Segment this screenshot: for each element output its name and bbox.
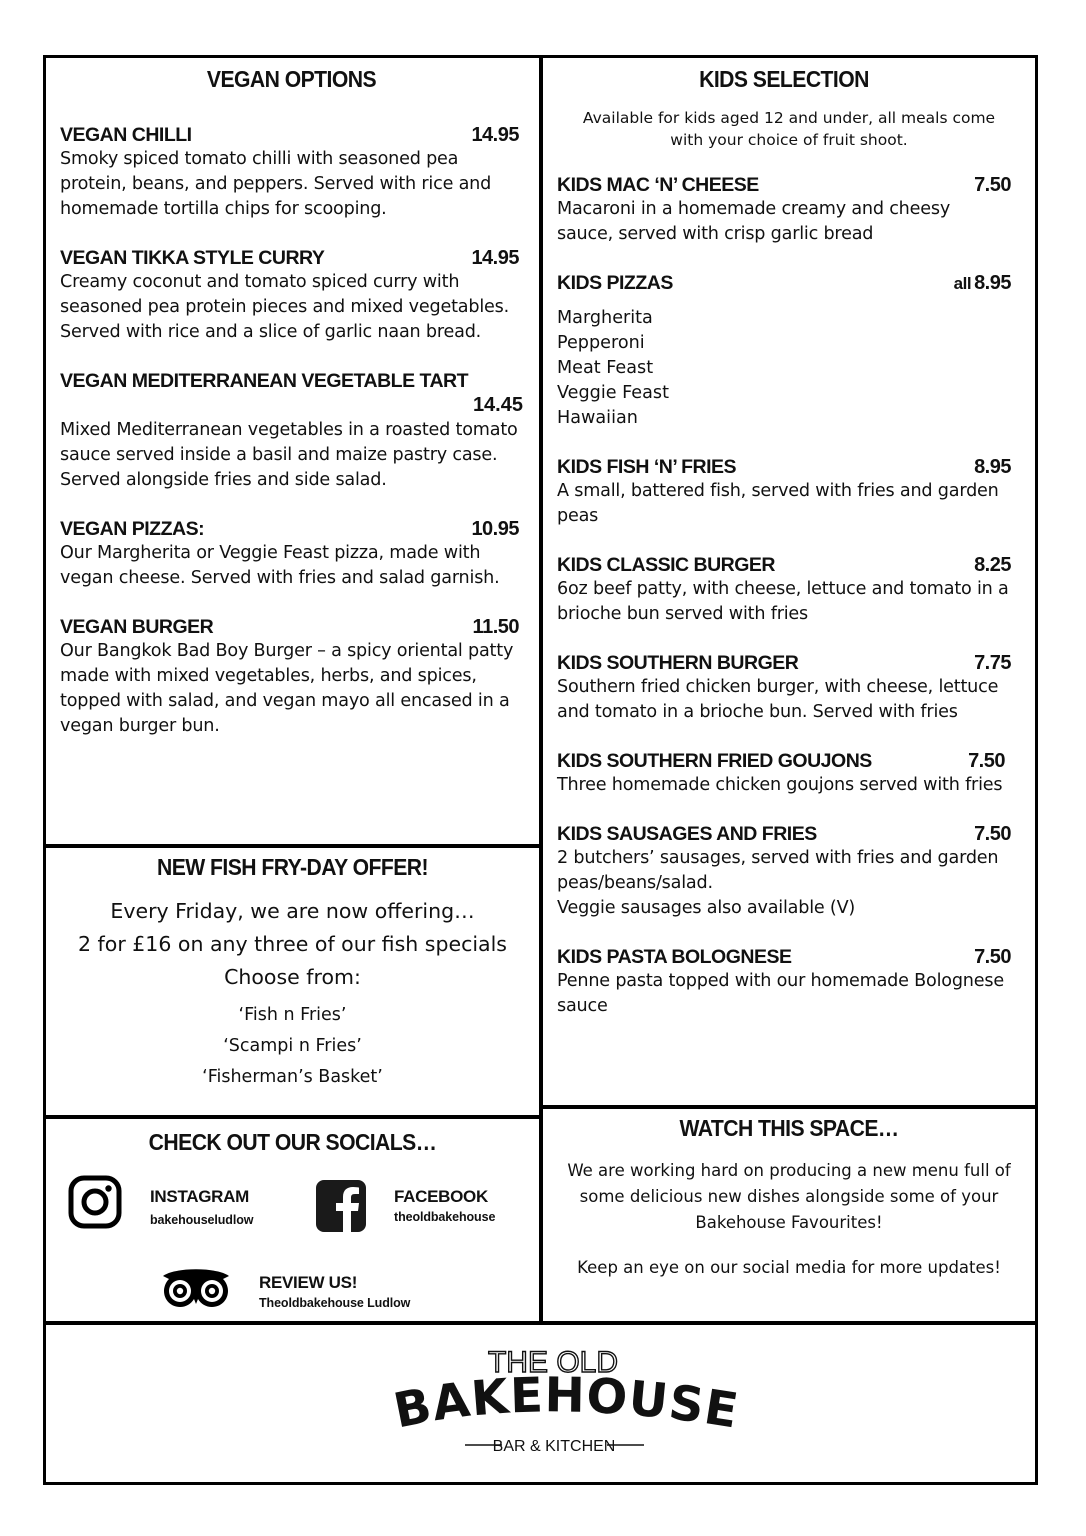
item-description: Our Bangkok Bad Boy Burger – a spicy oriental patty made with mixed vegetables, herbs, and spices, topped with salad, and vegan mayo all encased in a vegan burger bun. [60, 641, 514, 736]
item-description: Southern fried chicken burger, with cheese, lettuce and tomato in a brioche bun. Served with fries [557, 677, 999, 722]
item-description: Smoky spiced tomato chilli with seasoned pea protein, beans, and peppers. Served with rice and homemade tortilla chips for scooping. [60, 149, 492, 219]
pizza-option: Meat Feast [557, 358, 654, 378]
menu-item-kids-southern-burger [557, 651, 1011, 725]
facebook-icon [316, 1180, 366, 1232]
item-description: Our Margherita or Veggie Feast pizza, made with vegan cheese. Served with fries and salad garnish. [60, 543, 500, 588]
facebook-label: FACEBOOK [394, 1187, 488, 1206]
menu-item-vegan-pizzas [60, 517, 523, 591]
bakehouse-logo [46, 1325, 1035, 1482]
menu-item-kids-goujons [557, 749, 1011, 798]
item-name: VEGAN PIZZAS: [60, 518, 205, 540]
item-price: 14.95 [471, 247, 519, 269]
menu-item-kids-mac-cheese [557, 173, 1011, 247]
kids-selection-section [540, 55, 1038, 1108]
kids-intro-text: Available for kids aged 12 and under, all meals come with your choice of fruit shoot. [582, 109, 996, 149]
item-description: Macaroni in a homemade creamy and cheesy sauce, served with crisp garlic bread [557, 199, 951, 244]
pizza-option: Pepperoni [557, 333, 645, 353]
item-name: VEGAN BURGER [60, 616, 214, 638]
item-price: 7.50 [974, 174, 1011, 196]
pizza-option: Hawaiian [557, 408, 638, 428]
item-description: Penne pasta topped with our homemade Bolognese sauce [557, 971, 1004, 1016]
item-description: A small, battered fish, served with fries and garden peas [557, 481, 999, 526]
item-price: 7.50 [974, 823, 1011, 845]
vegan-options-section [43, 55, 542, 847]
kids-selection-title: KIDS SELECTION [699, 66, 869, 92]
item-description: 6oz beef patty, with cheese, lettuce and tomato in a brioche bun served with fries [557, 579, 1009, 624]
tripadvisor-owl-icon [161, 1267, 231, 1309]
review-handle: Theoldbakehouse Ludlow [259, 1296, 411, 1310]
fish-offer-line: Choose from: [224, 965, 361, 989]
fish-offer-section [43, 845, 542, 1118]
menu-item-kids-pizzas [557, 271, 1011, 431]
instagram-label: INSTAGRAM [150, 1187, 249, 1206]
fish-offer-line: 2 for £16 on any three of our fish specials [78, 932, 507, 956]
socials-title: CHECK OUT OUR SOCIALS… [148, 1129, 437, 1155]
item-description: Creamy coconut and tomato spiced curry with seasoned pea protein pieces and mixed vegetables. Served with rice and a slice of garlic naan bread. [60, 272, 509, 342]
social-instagram[interactable] [68, 1175, 253, 1229]
item-name: KIDS SAUSAGES AND FRIES [557, 823, 817, 845]
pizza-option: Veggie Feast [557, 383, 669, 403]
item-price: 11.50 [472, 616, 519, 638]
menu-item-kids-sausages [557, 822, 1011, 921]
social-facebook[interactable] [316, 1180, 495, 1232]
watch-this-space-section [540, 1106, 1038, 1324]
logo-line2: BAKEHOUSE [389, 1367, 743, 1440]
social-tripadvisor[interactable] [161, 1267, 410, 1310]
item-price: 14.45 [472, 394, 523, 416]
price-prefix: all [953, 274, 972, 293]
item-name: KIDS SOUTHERN FRIED GOUJONS [557, 750, 872, 772]
item-price: 10.95 [471, 518, 519, 540]
logo-line3: BAR & KITCHEN [492, 1438, 616, 1455]
menu-item-vegan-tikka-curry [60, 246, 523, 345]
item-name: KIDS PASTA BOLOGNESE [557, 946, 792, 968]
item-name: KIDS FISH ‘N’ FRIES [557, 456, 737, 478]
watch-title: WATCH THIS SPACE… [679, 1115, 899, 1141]
item-name: VEGAN CHILLI [60, 124, 192, 146]
socials-section [43, 1116, 542, 1324]
item-name: VEGAN TIKKA STYLE CURRY [60, 247, 325, 269]
item-price: 14.95 [471, 124, 519, 146]
item-name: KIDS CLASSIC BURGER [557, 554, 776, 576]
item-name: KIDS SOUTHERN BURGER [557, 652, 799, 674]
fish-offer-title: NEW FISH FRY-DAY OFFER! [156, 854, 429, 880]
menu-item-vegan-chilli [60, 123, 523, 222]
pizza-option: Margherita [557, 308, 653, 328]
fish-option: ‘Fisherman’s Basket’ [202, 1067, 383, 1087]
facebook-handle: theoldbakehouse [394, 1210, 496, 1224]
item-name: VEGAN MEDITERRANEAN VEGETABLE TART [60, 370, 469, 392]
fish-offer-line: Every Friday, we are now offering… [110, 899, 475, 923]
item-price: 7.50 [968, 750, 1005, 772]
pizza-options-list [557, 306, 1011, 431]
price-value: 8.95 [974, 272, 1011, 294]
menu-item-kids-classic-burger [557, 553, 1011, 627]
item-note: Veggie sausages also available (V) [557, 898, 856, 918]
item-name: KIDS PIZZAS [557, 272, 673, 294]
watch-paragraph: We are working hard on producing a new menu full of some delicious new dishes alongside some of your Bakehouse Favourites! [567, 1161, 1011, 1232]
item-price: 7.75 [974, 652, 1011, 674]
item-price: 8.25 [974, 554, 1011, 576]
item-price: 8.95 [974, 456, 1011, 478]
fish-option: ‘Fish n Fries’ [238, 1005, 347, 1025]
menu-item-kids-pasta [557, 945, 1011, 1019]
menu-item-kids-fish-fries [557, 455, 1011, 529]
fish-options-list [56, 1000, 529, 1093]
review-label: REVIEW US! [259, 1273, 358, 1292]
watch-paragraph: Keep an eye on our social media for more updates! [577, 1258, 1001, 1277]
item-description: Mixed Mediterranean vegetables in a roasted tomato sauce served inside a basil and maize pastry case. Served alongside fries and side salad. [60, 420, 518, 490]
menu-item-vegan-tart [60, 369, 523, 493]
fish-option: ‘Scampi n Fries’ [223, 1036, 362, 1056]
logo-section [43, 1322, 1038, 1485]
item-price [954, 271, 1011, 296]
instagram-icon [68, 1175, 122, 1229]
menu-item-vegan-burger [60, 615, 523, 739]
item-description: Three homemade chicken goujons served with fries [557, 775, 1003, 795]
logo-line1: THE OLD [487, 1346, 619, 1379]
item-description: 2 butchers’ sausages, served with fries and garden peas/beans/salad. [557, 848, 999, 893]
vegan-options-title: VEGAN OPTIONS [206, 66, 377, 92]
instagram-handle: bakehouseludlow [150, 1213, 254, 1227]
item-name: KIDS MAC ‘N’ CHEESE [557, 174, 759, 196]
item-price: 7.50 [974, 946, 1011, 968]
